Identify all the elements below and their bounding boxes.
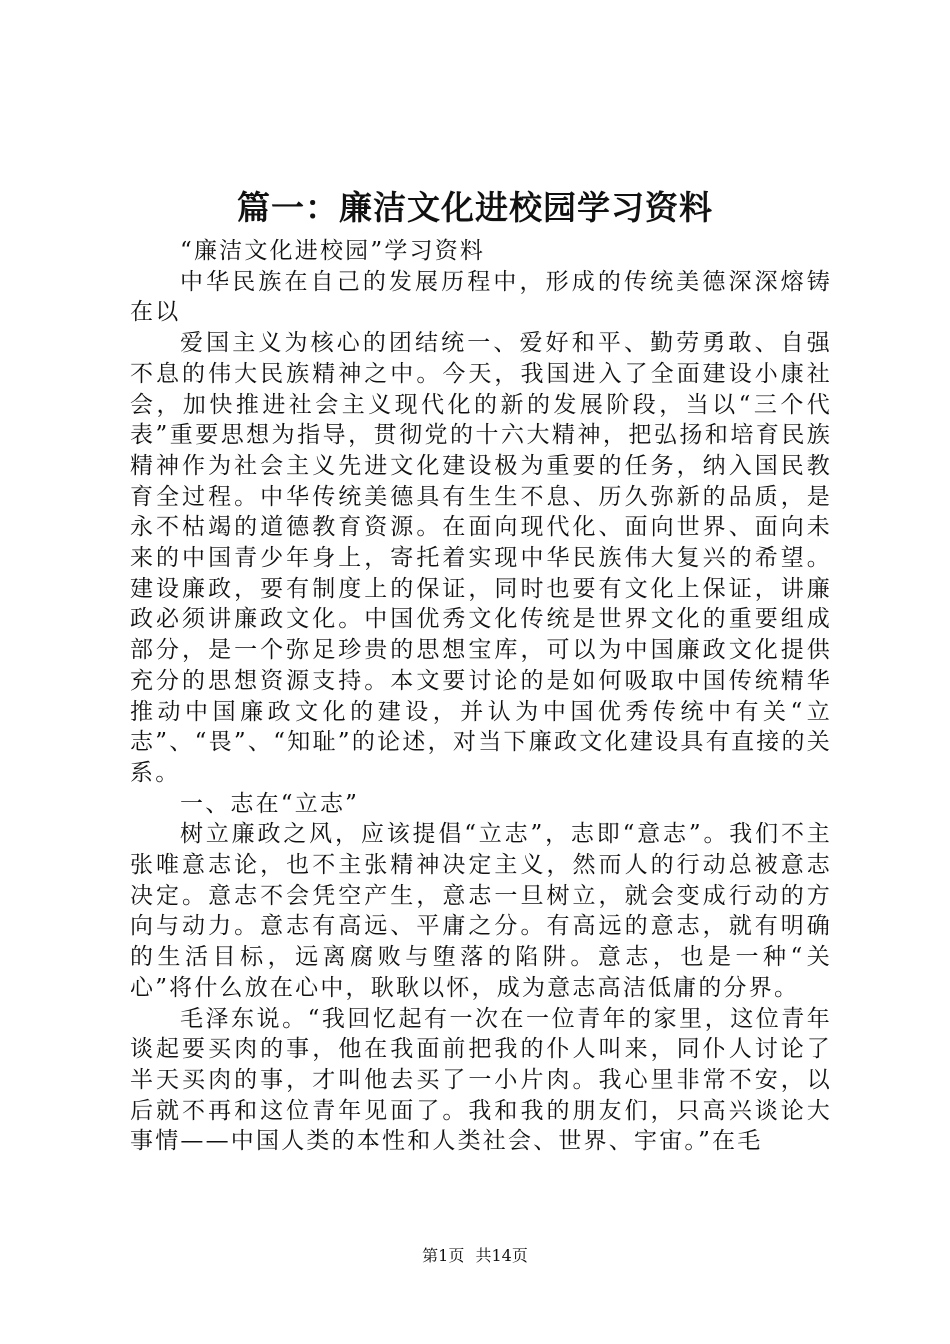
document-body xyxy=(130,236,832,1157)
paragraph-mao-quote: 毛泽东说。“我回忆起有一次在一位青年的家里，这位青年谈起要买肉的事，他在我面前把我的仆人叫来，同仆人讨论了半天买肉的事，才叫他去买了一小片肉。我心里非常不安，以后就不再和这位青年见面了。我和我的朋友们，只高兴谈论大事情——中国人类的本性和人类社会、世界、宇宙。”在毛 xyxy=(130,1005,832,1155)
page-total: 共14页 xyxy=(475,1246,528,1265)
page-footer xyxy=(0,1246,950,1266)
document-title: 篇一：廉洁文化进校园学习资料 xyxy=(237,188,713,227)
paragraph-intro: 中华民族在自己的发展历程中，形成的传统美德深深熔铸在以 xyxy=(130,268,832,326)
page-number: 第1页 xyxy=(422,1246,465,1265)
paragraph-aspiration: 树立廉政之风，应该提倡“立志”，志即“意志”。我们不主张唯意志论，也不主张精神决定主义，然而人的行动总被意志决定。意志不会凭空产生，意志一旦树立，就会变成行动的方向与动力。意志有高远、平庸之分。有高远的意志，就有明确的生活目标，远离腐败与堕落的陷阱。意志，也是一种“关心”将什么放在心中，耿耿以怀，成为意志高洁低庸的分界。 xyxy=(130,821,832,1001)
paragraph-subtitle: “廉洁文化进校园”学习资料 xyxy=(180,238,486,264)
section-heading-1: 一、志在“立志” xyxy=(180,790,360,817)
paragraph-national-spirit: 爱国主义为核心的团结统一、爱好和平、勤劳勇敢、自强不息的伟大民族精神之中。今天，我国进入了全面建设小康社会，加快推进社会主义现代化的新的发展阶段，当以“三个代表”重要思想为指导，贯彻党的十六大精神，把弘扬和培育民族精神作为社会主义先进文化建设极为重要的任务，纳入国民教育全过程。中华传统美德具有生生不息、历久弥新的品质，是永不枯竭的道德教育资源。在面向现代化、面向世界、面向未来的中国青少年身上，寄托着实现中华民族伟大复兴的希望。建设廉政，要有制度上的保证，同时也要有文化上保证，讲廉政必须讲廉政文化。中国优秀文化传统是世界文化的重要组成部分，是一个弥足珍贵的思想宝库，可以为中国廉政文化提供充分的思想资源支持。本文要讨论的是如何吸取中国传统精华推动中国廉政文化的建设，并认为中国优秀传统中有关“立志”、“畏”、“知耻”的论述，对当下廉政文化建设具有直接的关系。 xyxy=(130,330,832,786)
